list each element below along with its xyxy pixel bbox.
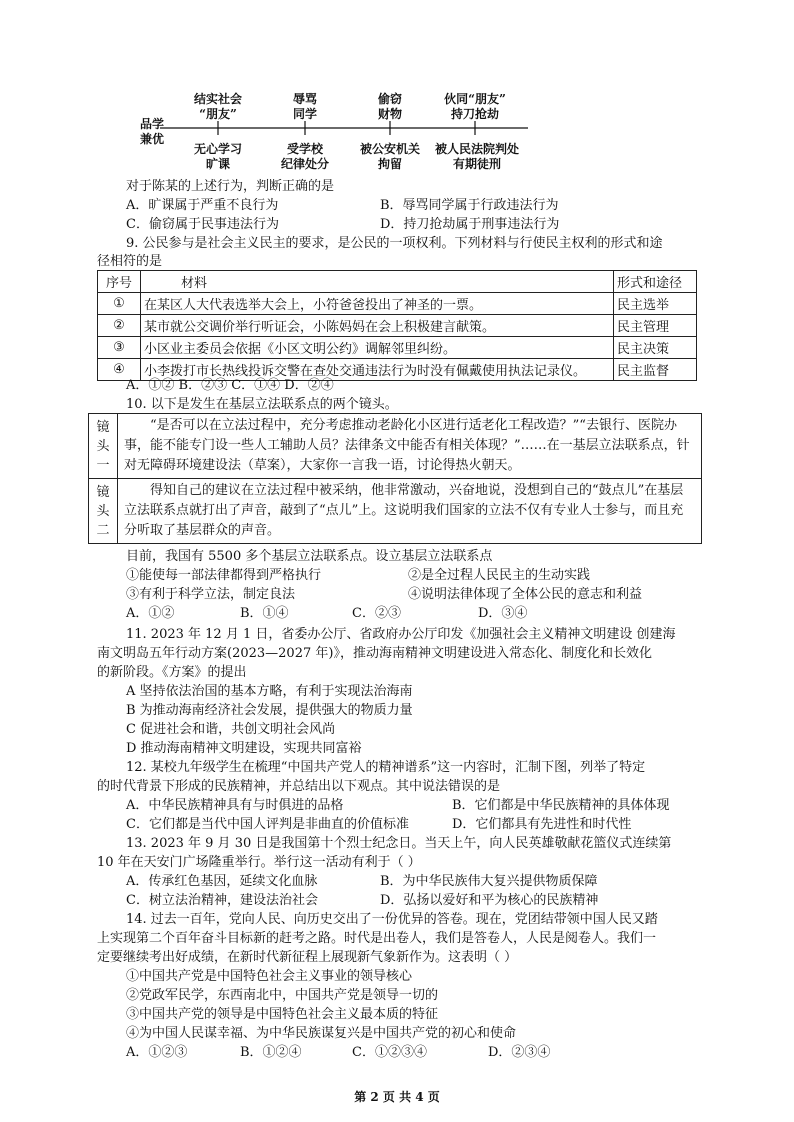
q11-stem-line2: 南文明岛五年行动方案(2023—2027 年)》，推动海南精神文明建设进入常态化、制度化和长效化 xyxy=(97,646,652,661)
table-header: 材料 xyxy=(141,271,614,293)
q13-stem-line1: 13. 2023 年 9 月 30 日是我国第十个烈士纪念日。当天上午，向人民英雄敬献花篮仪式连续第 xyxy=(126,836,672,851)
timeline-top-4: 伙同“朋友” 持刀抢劫 xyxy=(444,92,506,121)
q11-stem-line3: 的新阶段。《方案》的提出 xyxy=(97,665,247,680)
q10-after: 目前，我国有 5500 多个基层立法联系点。设立基层立法联系点 xyxy=(126,549,493,564)
q8-stem: 对于陈某的上述行为，判断正确的是 xyxy=(126,179,335,194)
q13-option-c: C．树立法治精神，建设法治社会 xyxy=(126,893,318,908)
q12-option-b: B．它们都是中华民族精神的具体体现 xyxy=(452,798,670,813)
q11-option-d: D 推动海南精神文明建设，实现共同富裕 xyxy=(126,741,362,756)
q10-shots-table xyxy=(88,413,702,544)
table-cell: 民主选举 xyxy=(614,293,697,315)
q12-stem-line2: 的时代背景下形成的民族精神，并总结出以下观点。其中说法错误的是 xyxy=(97,779,501,794)
q14-statement-1: ①中国共产党是中国特色社会主义事业的领导核心 xyxy=(126,969,413,984)
timeline-bottom-1: 无心学习 旷课 xyxy=(193,142,242,171)
q10-option-c: C．②③ xyxy=(352,606,401,621)
q8-option-b: B．辱骂同学属于行政违法行为 xyxy=(380,198,559,213)
q10-statement-4: ④说明法律体现了全体公民的意志和利益 xyxy=(408,587,643,602)
q10-option-b: B．①④ xyxy=(240,606,289,621)
table-row xyxy=(89,414,702,479)
q12-stem-line1: 12. 某校九年级学生在梳理“中国共产党人的精神谱系”这一内容时，汇制下图，列举了特定 xyxy=(126,760,646,775)
shot2-label: 镜 头 二 xyxy=(89,479,118,544)
q14-option-c: C．①②③④ xyxy=(352,1045,427,1060)
table-header-row xyxy=(98,271,697,293)
timeline-bottom-4: 被人民法院判处 有期徒刑 xyxy=(434,142,519,171)
q14-statement-3: ③中国共产党的领导是中国特色社会主义最本质的特征 xyxy=(126,1007,439,1022)
q14-statement-4: ④为中国人民谋幸福、为中华民族谋复兴是中国共产党的初心和使命 xyxy=(126,1026,517,1041)
q10-statement-2: ②是全过程人民民主的生动实践 xyxy=(408,568,591,583)
q9-stem-line1: 9. 公民参与是社会主义民主的要求，是公民的一项权利。下列材料与行使民主权利的形式和途 xyxy=(126,236,663,251)
q14-option-b: B．①②④ xyxy=(240,1045,302,1060)
q10-stem: 10. 以下是发生在基层立法联系点的两个镜头。 xyxy=(126,397,398,412)
q10-option-a: A．①② xyxy=(126,606,175,621)
q8-option-c: C．偷窃属于民事违法行为 xyxy=(126,217,279,232)
q14-stem-line2: 上实现第二个百年奋斗目标新的赶考之路。时代是出卷人，我们是答卷人，人民是阅卷人。我们一 xyxy=(97,931,657,946)
timeline-bottom-3: 被公安机关 拘留 xyxy=(359,142,420,171)
q8-option-d: D．持刀抢劫属于刑事违法行为 xyxy=(380,217,560,232)
q11-stem-line1: 11. 2023 年 12 月 1 日，省委办公厅、省政府办公厅印发《加强社会主义精神文明建设 创建海 xyxy=(126,627,676,642)
q14-stem-line1: 14. 过去一百年，党向人民、向历史交出了一份优异的答卷。现在，党团结带领中国人民又踏 xyxy=(126,912,658,927)
table-cell: ④ xyxy=(98,359,141,381)
table-row xyxy=(98,293,697,315)
q14-stem-line3: 定要继续考出好成绩，在新时代新征程上展现新气象新作为。这表明（ ） xyxy=(97,950,518,965)
q11-option-c: C 促进社会和谐，共创文明社会风尚 xyxy=(126,722,336,737)
q13-option-a: A．传承红色基因，延续文化血脉 xyxy=(126,874,318,889)
page-footer: 第 2 页 共 4 页 xyxy=(354,1090,440,1104)
q12-option-d: D．它们都具有先进性和时代性 xyxy=(452,817,632,832)
table-row xyxy=(98,315,697,337)
timeline-top-1: 结实社会 “朋友” xyxy=(193,92,242,121)
table-cell: ① xyxy=(98,293,141,315)
q9-table xyxy=(97,270,697,381)
timeline-top-2: 辱骂 同学 xyxy=(292,92,317,121)
q11-option-a: A 坚持依法治国的基本方略，有利于实现法治海南 xyxy=(126,684,413,699)
q8-option-a: A．旷课属于严重不良行为 xyxy=(126,198,279,213)
q14-option-a: A．①②③ xyxy=(126,1045,188,1060)
shot1-label: 镜 头 一 xyxy=(89,414,118,479)
table-header: 序号 xyxy=(98,271,141,293)
q12-option-c: C．它们都是当代中国人评判是非曲直的价值标准 xyxy=(126,817,409,832)
q13-stem-line2: 10 年在天安门广场隆重举行。举行这一活动有利于（ ） xyxy=(97,855,421,870)
table-cell: 民主监督 xyxy=(614,359,697,381)
table-cell: 民主管理 xyxy=(614,315,697,337)
q14-statement-2: ②党政军民学，东西南北中，中国共产党是领导一切的 xyxy=(126,988,439,1003)
q10-statement-3: ③有利于科学立法，制定良法 xyxy=(126,587,296,602)
q9-options: A．①② B．②③ C．①④ D．②④ xyxy=(126,378,334,393)
q14-option-d: D．②③④ xyxy=(488,1045,551,1060)
q13-option-d: D．弘扬以爱好和平为核心的民族精神 xyxy=(380,893,599,908)
table-row xyxy=(98,337,697,359)
table-cell: 某市就公交调价举行听证会，小陈妈妈在会上积极建言献策。 xyxy=(141,315,614,337)
q10-option-d: D．③④ xyxy=(478,606,528,621)
shot2-text: 得知自己的建议在立法过程中被采纳，他非常激动，兴奋地说，没想到自己的“鼓点儿”在基层立法联系点就打出了声音，敲到了“点儿”上。这说明我们国家的立法不仅有专业人士参与，而且充分听取了基层群众的声音。 xyxy=(118,479,702,544)
table-cell: 小李拨打市长热线投诉交警在查处交通违法行为时没有佩戴使用执法记录仪。 xyxy=(141,359,614,381)
table-cell: 民主决策 xyxy=(614,337,697,359)
timeline-top-3: 偷窃 财物 xyxy=(377,92,402,121)
table-cell: ② xyxy=(98,315,141,337)
table-header: 形式和途径 xyxy=(614,271,697,293)
q13-option-b: B．为中华民族伟大复兴提供物质保障 xyxy=(380,874,598,889)
q12-option-a: A．中华民族精神具有与时俱进的品格 xyxy=(126,798,344,813)
q10-statement-1: ①能使每一部法律都得到严格执行 xyxy=(126,568,322,583)
q11-option-b: B 为推动海南经济社会发展，提供强大的物质力量 xyxy=(126,703,413,718)
q9-stem-line2: 径相符的是 xyxy=(97,254,163,269)
table-cell: ③ xyxy=(98,337,141,359)
table-row xyxy=(89,479,702,544)
timeline-side-label: 品学 兼优 xyxy=(140,117,165,146)
shot1-text: “是否可以在立法过程中，充分考虑推动老龄化小区进行适老化工程改造？”“去银行、医院办事，能不能专门设一些人工辅助人员？法律条文中能否有相关体现？”……在一基层立法联系点，针对无障碍环境建设法（草案），大家你一言我一语，讨论得热火朝天。 xyxy=(118,414,702,479)
timeline-bottom-2: 受学校 纪律处分 xyxy=(280,142,329,171)
table-cell: 小区业主委员会依据《小区文明公约》调解邻里纠纷。 xyxy=(141,337,614,359)
table-cell: 在某区人大代表选举大会上，小符爸爸投出了神圣的一票。 xyxy=(141,293,614,315)
